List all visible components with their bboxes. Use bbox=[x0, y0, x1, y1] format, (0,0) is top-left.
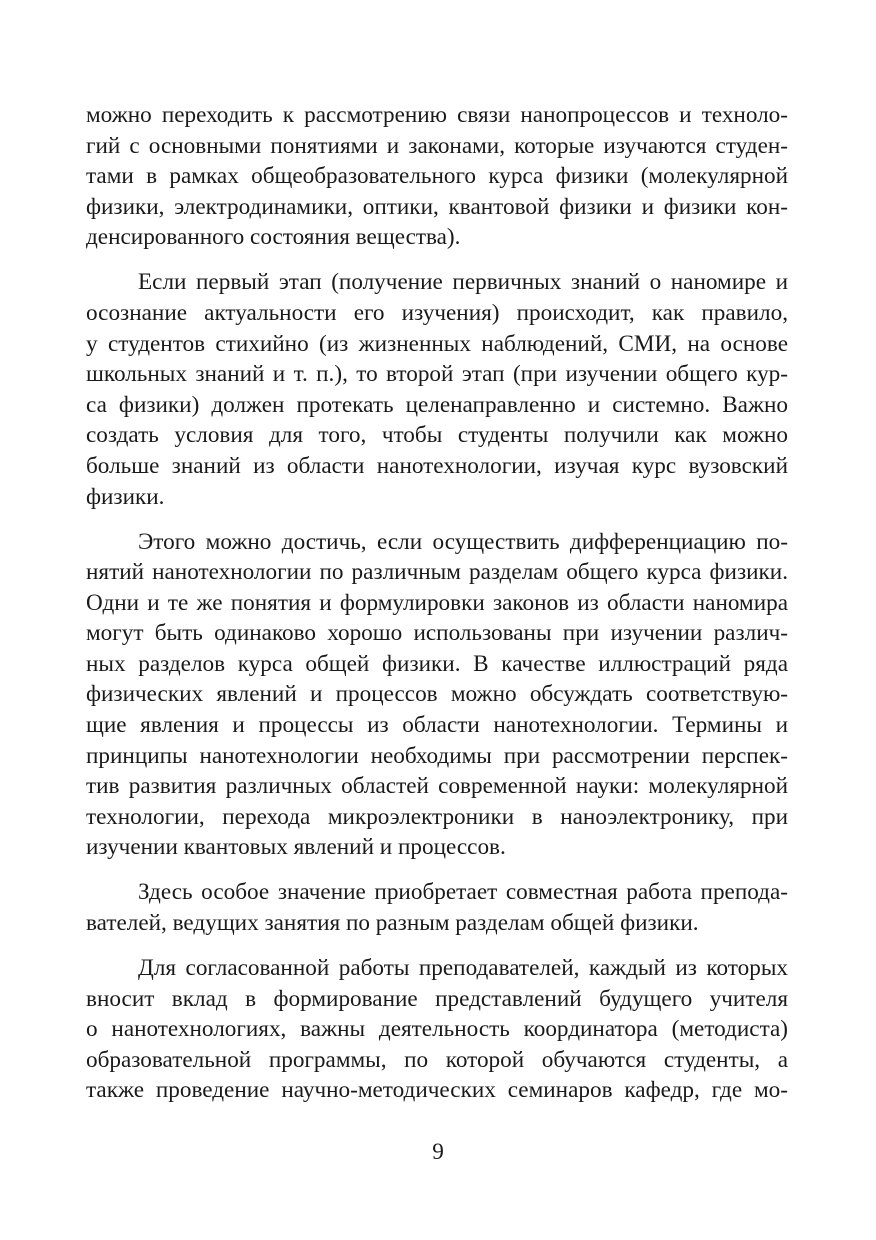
text-line: образовательной программы, по которой обучаются студенты, а bbox=[86, 1046, 788, 1073]
text-line: Этого можно достичь, если осуществить дифференциацию по- bbox=[138, 528, 788, 555]
text-line: гий с основными понятиями и законами, которые изучаются студен- bbox=[86, 132, 788, 159]
text-line: вносит вклад в формирование представлений будущего учителя bbox=[86, 985, 788, 1012]
text-line: изучении квантовых явлений и процессов. bbox=[86, 834, 506, 861]
paragraph-3 bbox=[86, 527, 788, 864]
paragraph-1 bbox=[86, 100, 788, 253]
text-line: создать условия для того, чтобы студенты получили как можно bbox=[86, 422, 788, 449]
text-line: о нанотехнологиях, важны деятельность координатора (методиста) bbox=[86, 1016, 788, 1043]
page-number: 9 bbox=[432, 1139, 444, 1165]
text-line: принципы нанотехнологии необходимы при рассмотрении перспек- bbox=[86, 742, 788, 769]
text-line: могут быть одинаково хорошо использованы при изучении различ- bbox=[86, 620, 788, 647]
text-line: осознание актуальности его изучения) происходит, как правило, bbox=[86, 299, 788, 326]
paragraph-2 bbox=[86, 267, 788, 512]
text-line: также проведение научно-методических семинаров кафедр, где мо- bbox=[86, 1077, 788, 1104]
paragraph-4 bbox=[86, 877, 788, 938]
text-line: вателей, ведущих занятия по разным разделам общей физики. bbox=[86, 910, 699, 937]
text-line: тив развития различных областей современной науки: молекулярной bbox=[86, 773, 788, 800]
text-line: щие явления и процессы из области нанотехнологии. Термины и bbox=[86, 712, 788, 739]
text-line: у студентов стихийно (из жизненных наблюдений, СМИ, на основе bbox=[86, 330, 788, 357]
text-line: Если первый этап (получение первичных знаний о наномире и bbox=[138, 269, 788, 296]
text-line: Здесь особое значение приобретает совместная работа препода- bbox=[138, 879, 788, 906]
page-body bbox=[86, 100, 788, 1120]
text-line: тами в рамках общеобразовательного курса физики (молекулярной bbox=[86, 163, 788, 190]
text-line: Для согласованной работы преподавателей, каждый из которых bbox=[138, 955, 788, 981]
text-line: физики, электродинамики, оптики, квантовой физики и физики кон- bbox=[86, 193, 788, 220]
text-line: можно переходить к рассмотрению связи нанопроцессов и техноло- bbox=[86, 102, 788, 128]
text-line: больше знаний из области нанотехнологии, изучая курс вузовский bbox=[86, 452, 788, 479]
text-line: са физики) должен протекать целенаправленно и системно. Важно bbox=[86, 391, 788, 418]
text-line: Одни и те же понятия и формулировки законов из области наномира bbox=[86, 589, 788, 616]
text-line: нятий нанотехнологии по различным разделам общего курса физики. bbox=[86, 559, 788, 586]
text-line: технологии, перехода микроэлектроники в наноэлектронику, при bbox=[86, 803, 788, 830]
text-line: физических явлений и процессов можно обсуждать соответствую- bbox=[86, 681, 788, 708]
text-line: ных разделов курса общей физики. В качестве иллюстраций ряда bbox=[86, 650, 788, 677]
text-line: физики. bbox=[86, 483, 165, 510]
text-line: школьных знаний и т. п.), то второй этап (при изучении общего кур- bbox=[86, 361, 788, 388]
paragraph-5 bbox=[86, 953, 788, 1106]
text-line: денсированного состояния вещества). bbox=[86, 224, 461, 251]
